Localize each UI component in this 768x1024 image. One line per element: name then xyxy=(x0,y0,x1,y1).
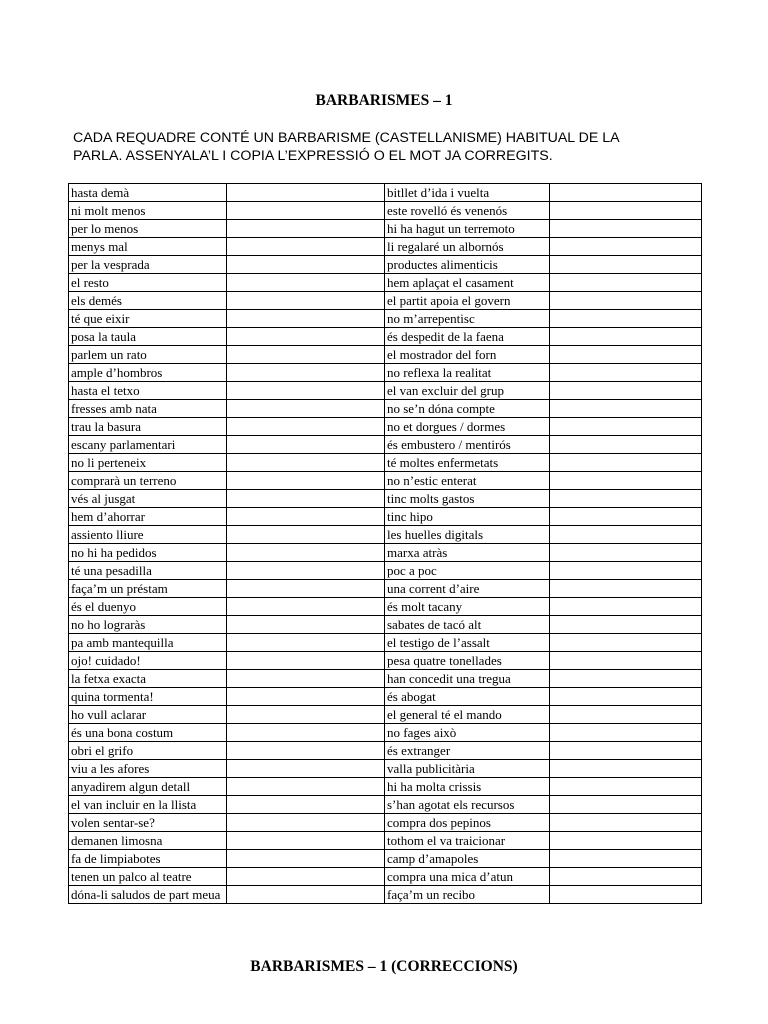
table-row xyxy=(69,526,702,544)
table-row xyxy=(69,562,702,580)
barbarism-cell: ample d’hombros xyxy=(69,364,227,382)
barbarism-cell: és despedit de la faena xyxy=(385,328,550,346)
table-row xyxy=(69,310,702,328)
barbarism-cell: és una bona costum xyxy=(69,724,227,742)
correction-cell[interactable] xyxy=(227,490,385,508)
correction-cell[interactable] xyxy=(550,850,702,868)
barbarism-cell: quina tormenta! xyxy=(69,688,227,706)
correction-cell[interactable] xyxy=(227,400,385,418)
correction-cell[interactable] xyxy=(227,256,385,274)
table-row xyxy=(69,472,702,490)
barbarism-cell: posa la taula xyxy=(69,328,227,346)
barbarism-cell: tothom el va traicionar xyxy=(385,832,550,850)
barbarism-cell: tenen un palco al teatre xyxy=(69,868,227,886)
barbarism-cell: hasta el tetxo xyxy=(69,382,227,400)
table-row xyxy=(69,814,702,832)
correction-cell[interactable] xyxy=(227,202,385,220)
barbarism-cell: hi ha hagut un terremoto xyxy=(385,220,550,238)
barbarism-cell: és embustero / mentirós xyxy=(385,436,550,454)
barbarism-cell: és abogat xyxy=(385,688,550,706)
correction-cell[interactable] xyxy=(550,220,702,238)
table-row xyxy=(69,850,702,868)
correction-cell[interactable] xyxy=(227,760,385,778)
correction-cell[interactable] xyxy=(227,778,385,796)
correction-cell[interactable] xyxy=(550,238,702,256)
correction-cell[interactable] xyxy=(227,220,385,238)
correction-cell[interactable] xyxy=(550,634,702,652)
correction-cell[interactable] xyxy=(550,724,702,742)
correction-cell[interactable] xyxy=(550,418,702,436)
correction-cell[interactable] xyxy=(227,328,385,346)
correction-cell[interactable] xyxy=(550,274,702,292)
barbarism-cell: volen sentar-se? xyxy=(69,814,227,832)
barbarism-cell: han concedit una tregua xyxy=(385,670,550,688)
correction-cell[interactable] xyxy=(227,364,385,382)
correction-cell[interactable] xyxy=(227,580,385,598)
barbarism-cell: obri el grifo xyxy=(69,742,227,760)
correction-cell[interactable] xyxy=(550,328,702,346)
correction-cell[interactable] xyxy=(227,562,385,580)
correction-cell[interactable] xyxy=(550,292,702,310)
table-row xyxy=(69,382,702,400)
table-row xyxy=(69,868,702,886)
correction-cell[interactable] xyxy=(227,436,385,454)
barbarism-cell: bitllet d’ida i vuelta xyxy=(385,184,550,202)
correction-cell[interactable] xyxy=(227,292,385,310)
barbarism-cell: ni molt menos xyxy=(69,202,227,220)
table-row xyxy=(69,796,702,814)
barbarism-cell: demanen limosna xyxy=(69,832,227,850)
correction-cell[interactable] xyxy=(550,508,702,526)
barbarism-cell: el van excluir del grup xyxy=(385,382,550,400)
page-title: BARBARISMES – 1 xyxy=(315,92,453,109)
table-row xyxy=(69,580,702,598)
table-row xyxy=(69,616,702,634)
correction-cell[interactable] xyxy=(227,418,385,436)
barbarism-cell: este rovelló és venenós xyxy=(385,202,550,220)
barbarism-cell: fresses amb nata xyxy=(69,400,227,418)
table-row xyxy=(69,490,702,508)
barbarism-cell: el testigo de l’assalt xyxy=(385,634,550,652)
table-row xyxy=(69,454,702,472)
barbarism-cell: assiento lliure xyxy=(69,526,227,544)
barbarism-cell: és extranger xyxy=(385,742,550,760)
correction-cell[interactable] xyxy=(227,508,385,526)
barbarism-cell: camp d’amapoles xyxy=(385,850,550,868)
barbarism-cell: no li perteneix xyxy=(69,454,227,472)
barbarism-cell: una corrent d’aire xyxy=(385,580,550,598)
correction-cell[interactable] xyxy=(227,346,385,364)
table-row xyxy=(69,832,702,850)
barbarism-cell: no hi ha pedidos xyxy=(69,544,227,562)
barbarism-cell: hem d’ahorrar xyxy=(69,508,227,526)
barbarism-cell: s’han agotat els recursos xyxy=(385,796,550,814)
barbarism-cell: el mostrador del forn xyxy=(385,346,550,364)
barbarism-cell: el general té el mando xyxy=(385,706,550,724)
correction-cell[interactable] xyxy=(550,346,702,364)
instructions xyxy=(73,129,713,165)
correction-cell[interactable] xyxy=(550,616,702,634)
table-row xyxy=(69,436,702,454)
correction-cell[interactable] xyxy=(227,616,385,634)
correction-cell[interactable] xyxy=(550,742,702,760)
correction-cell[interactable] xyxy=(550,436,702,454)
table-row xyxy=(69,634,702,652)
correction-cell[interactable] xyxy=(550,688,702,706)
correction-cell[interactable] xyxy=(550,814,702,832)
barbarism-cell: ho vull aclarar xyxy=(69,706,227,724)
instructions-line-2: PARLA. ASSENYALA’L I COPIA L’EXPRESSIÓ O EL MOT JA CORREGITS. xyxy=(73,148,553,164)
table-row xyxy=(69,202,702,220)
table-row xyxy=(69,274,702,292)
barbarism-cell: productes alimenticis xyxy=(385,256,550,274)
correction-cell[interactable] xyxy=(227,706,385,724)
barbarism-cell: vés al jusgat xyxy=(69,490,227,508)
correction-cell[interactable] xyxy=(550,400,702,418)
table-row xyxy=(69,760,702,778)
correction-cell[interactable] xyxy=(227,598,385,616)
corrections-title: BARBARISMES – 1 (CORRECCIONS) xyxy=(250,958,518,975)
barbarism-cell: no fages això xyxy=(385,724,550,742)
correction-cell[interactable] xyxy=(227,238,385,256)
correction-cell[interactable] xyxy=(550,184,702,202)
barbarism-cell: menys mal xyxy=(69,238,227,256)
correction-cell[interactable] xyxy=(550,706,702,724)
correction-cell[interactable] xyxy=(550,598,702,616)
barbarism-cell: li regalaré un albornós xyxy=(385,238,550,256)
barbarism-cell: pa amb mantequilla xyxy=(69,634,227,652)
correction-cell[interactable] xyxy=(550,886,702,904)
barbarism-cell: és molt tacany xyxy=(385,598,550,616)
correction-cell[interactable] xyxy=(550,760,702,778)
barbarism-cell: poc a poc xyxy=(385,562,550,580)
correction-cell[interactable] xyxy=(550,652,702,670)
barbarism-cell: hem aplaçat el casament xyxy=(385,274,550,292)
correction-cell[interactable] xyxy=(227,688,385,706)
barbarism-cell: compra una mica d’atun xyxy=(385,868,550,886)
barbarism-cell: tinc molts gastos xyxy=(385,490,550,508)
table-row xyxy=(69,508,702,526)
barbarism-cell: no et dorgues / dormes xyxy=(385,418,550,436)
table-row xyxy=(69,886,702,904)
barbarism-cell: dóna-li saludos de part meua xyxy=(69,886,227,904)
table-row xyxy=(69,364,702,382)
barbarism-cell: no ho lograràs xyxy=(69,616,227,634)
correction-cell[interactable] xyxy=(550,778,702,796)
barbarism-cell: hasta demà xyxy=(69,184,227,202)
correction-cell[interactable] xyxy=(227,544,385,562)
correction-cell[interactable] xyxy=(227,868,385,886)
table-row xyxy=(69,778,702,796)
table-row xyxy=(69,598,702,616)
barbarism-cell: no n’estic enterat xyxy=(385,472,550,490)
barbarism-cell: té que eixir xyxy=(69,310,227,328)
table-row xyxy=(69,544,702,562)
barbarism-cell: tinc hipo xyxy=(385,508,550,526)
correction-cell[interactable] xyxy=(550,202,702,220)
barbarism-cell: no se’n dóna compte xyxy=(385,400,550,418)
table-row xyxy=(69,670,702,688)
correction-cell[interactable] xyxy=(227,472,385,490)
table-row xyxy=(69,652,702,670)
barbarism-cell: el resto xyxy=(69,274,227,292)
table-row xyxy=(69,742,702,760)
correction-cell[interactable] xyxy=(227,634,385,652)
barbarism-cell: hi ha molta crissis xyxy=(385,778,550,796)
table-row xyxy=(69,292,702,310)
barbarism-cell: trau la basura xyxy=(69,418,227,436)
barbarism-cell: les huelles digitals xyxy=(385,526,550,544)
table-row xyxy=(69,688,702,706)
barbarism-cell: fa de limpiabotes xyxy=(69,850,227,868)
correction-cell[interactable] xyxy=(550,310,702,328)
correction-cell[interactable] xyxy=(227,274,385,292)
barbarism-cell: ojo! cuidado! xyxy=(69,652,227,670)
barbarism-cell: pesa quatre tonellades xyxy=(385,652,550,670)
correction-cell[interactable] xyxy=(227,454,385,472)
barbarism-cell: anyadirem algun detall xyxy=(69,778,227,796)
barbarism-cell: el van incluir en la llista xyxy=(69,796,227,814)
barbarism-cell: és el duenyo xyxy=(69,598,227,616)
barbarism-cell: sabates de tacó alt xyxy=(385,616,550,634)
correction-cell[interactable] xyxy=(550,580,702,598)
instructions-line-1: CADA REQUADRE CONTÉ UN BARBARISME (CASTELLANISME) HABITUAL DE LA xyxy=(73,130,620,146)
correction-cell[interactable] xyxy=(227,886,385,904)
correction-cell[interactable] xyxy=(550,670,702,688)
correction-cell[interactable] xyxy=(550,868,702,886)
table-row xyxy=(69,346,702,364)
table-row xyxy=(69,220,702,238)
correction-cell[interactable] xyxy=(227,796,385,814)
barbarism-cell: compra dos pepinos xyxy=(385,814,550,832)
correction-cell[interactable] xyxy=(550,454,702,472)
correction-cell[interactable] xyxy=(227,382,385,400)
correction-cell[interactable] xyxy=(550,490,702,508)
table-body xyxy=(69,184,702,904)
table-row xyxy=(69,400,702,418)
correction-cell[interactable] xyxy=(550,364,702,382)
barbarism-cell: el partit apoia el govern xyxy=(385,292,550,310)
barbarism-cell: no m’arrepentisc xyxy=(385,310,550,328)
correction-cell[interactable] xyxy=(550,382,702,400)
correction-cell[interactable] xyxy=(227,742,385,760)
table-row xyxy=(69,418,702,436)
correction-cell[interactable] xyxy=(227,670,385,688)
correction-cell[interactable] xyxy=(550,796,702,814)
correction-cell[interactable] xyxy=(550,562,702,580)
barbarism-cell: comprarà un terreno xyxy=(69,472,227,490)
table-row xyxy=(69,256,702,274)
correction-cell[interactable] xyxy=(227,832,385,850)
barbarism-cell: parlem un rato xyxy=(69,346,227,364)
barbarisms-table xyxy=(68,183,702,904)
correction-cell[interactable] xyxy=(550,526,702,544)
barbarism-cell: no reflexa la realitat xyxy=(385,364,550,382)
correction-cell[interactable] xyxy=(227,724,385,742)
barbarism-cell: faça’m un recibo xyxy=(385,886,550,904)
barbarism-cell: la fetxa exacta xyxy=(69,670,227,688)
barbarism-cell: escany parlamentari xyxy=(69,436,227,454)
barbarism-cell: per lo menos xyxy=(69,220,227,238)
table-row xyxy=(69,724,702,742)
barbarism-cell: valla publicitària xyxy=(385,760,550,778)
correction-cell[interactable] xyxy=(550,544,702,562)
correction-cell[interactable] xyxy=(227,814,385,832)
correction-cell[interactable] xyxy=(550,832,702,850)
barbarism-cell: marxa atràs xyxy=(385,544,550,562)
correction-cell[interactable] xyxy=(227,652,385,670)
correction-cell[interactable] xyxy=(227,850,385,868)
correction-cell[interactable] xyxy=(227,526,385,544)
barbarism-cell: els demés xyxy=(69,292,227,310)
table-row xyxy=(69,706,702,724)
barbarism-cell: viu a les afores xyxy=(69,760,227,778)
barbarism-cell: té una pesadilla xyxy=(69,562,227,580)
barbarism-cell: faça’m un préstam xyxy=(69,580,227,598)
table-row xyxy=(69,238,702,256)
correction-cell[interactable] xyxy=(550,472,702,490)
correction-cell[interactable] xyxy=(227,184,385,202)
correction-cell[interactable] xyxy=(227,310,385,328)
table-row xyxy=(69,328,702,346)
correction-cell[interactable] xyxy=(550,256,702,274)
barbarism-cell: per la vesprada xyxy=(69,256,227,274)
barbarism-cell: té moltes enfermetats xyxy=(385,454,550,472)
table-row xyxy=(69,184,702,202)
